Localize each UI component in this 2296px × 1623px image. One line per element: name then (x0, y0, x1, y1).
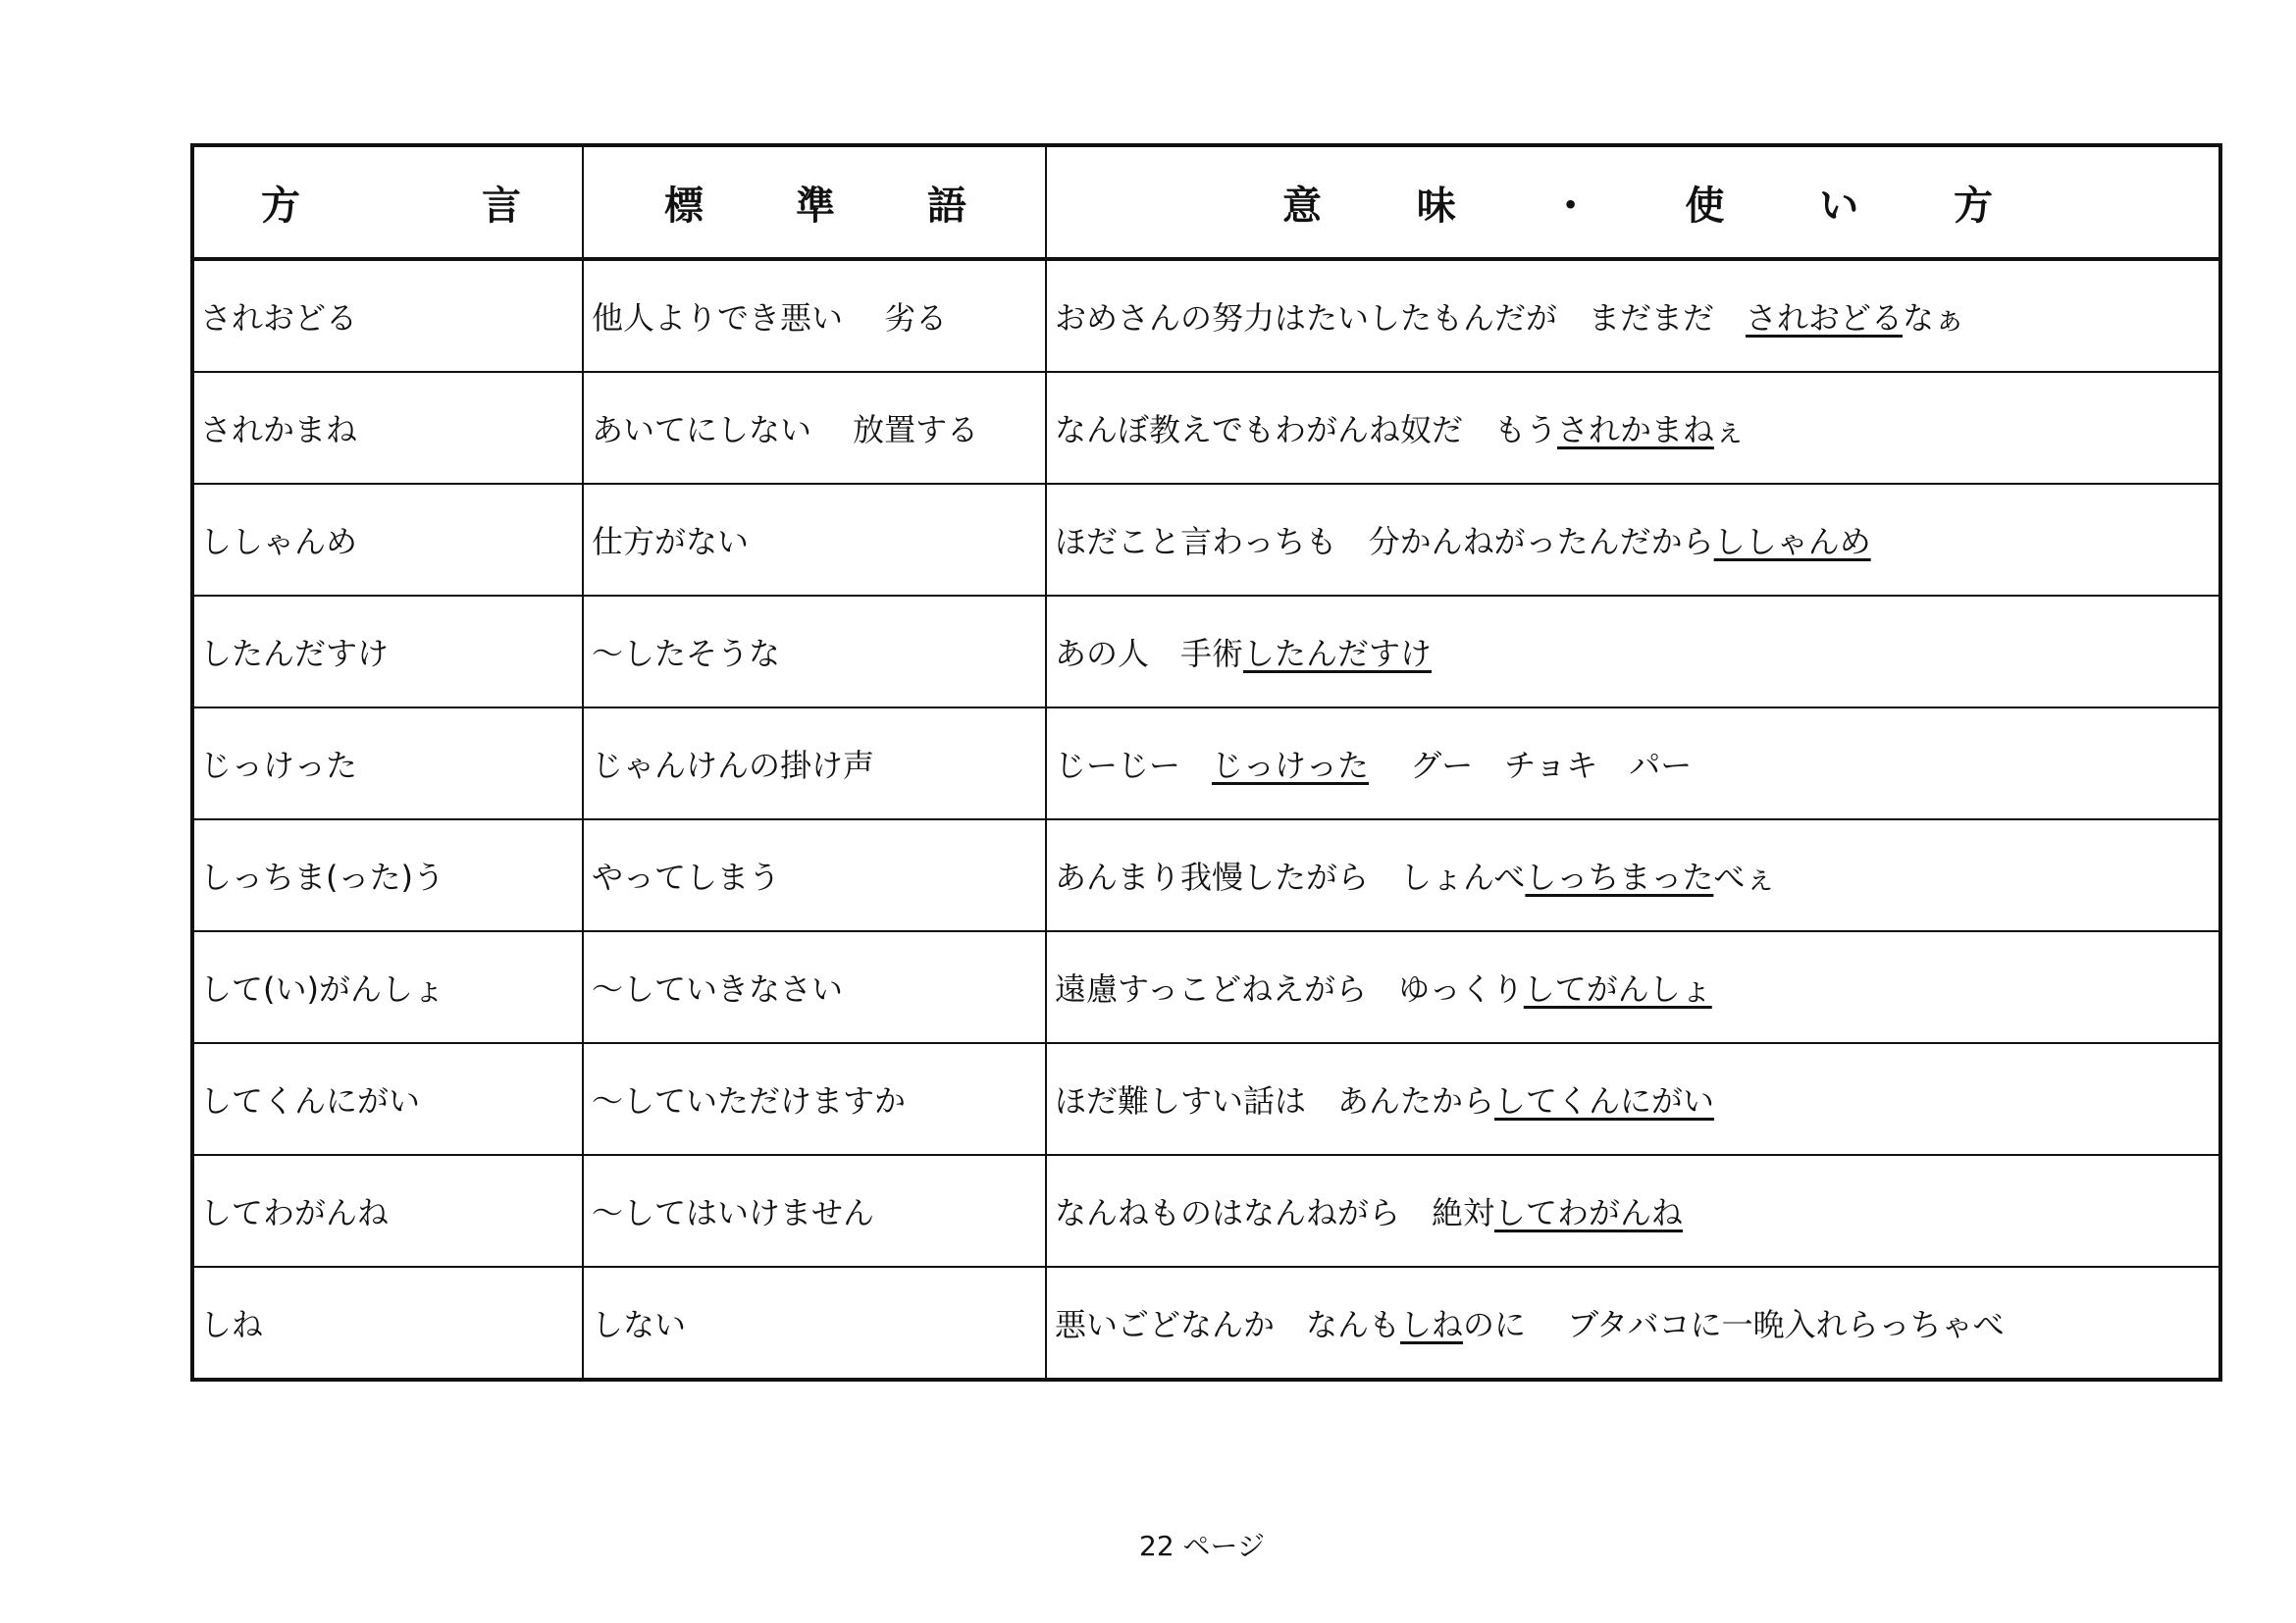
usage-cell (1046, 931, 2220, 1043)
dialect-cell (192, 1155, 583, 1267)
header-meaning-char: 味 (1416, 183, 1456, 229)
standard-word: あいてにしない 放置する (592, 411, 979, 448)
standard-cell (583, 259, 1046, 372)
usage-highlight: してがんしょ (1523, 970, 1712, 1008)
dialect-cell (192, 596, 583, 707)
standard-word: ～してはいけません (592, 1194, 875, 1231)
dialect-cell (192, 372, 583, 484)
usage-text: べぇ (1713, 859, 1777, 896)
usage-sentence (1047, 1300, 2218, 1345)
table-row (192, 819, 2220, 931)
dialect-cell (192, 484, 583, 596)
table-row (192, 1267, 2220, 1380)
usage-text: 悪いごどなんか なんも (1055, 1306, 1401, 1343)
table-row (192, 707, 2220, 819)
usage-sentence (1047, 853, 2218, 898)
standard-cell (583, 931, 1046, 1043)
standard-word: ～したそうな (592, 635, 781, 672)
usage-sentence (1047, 517, 2218, 562)
usage-text: ほだこと言わっちも 分かんねがったんだから (1055, 523, 1714, 560)
table-row (192, 259, 2220, 372)
table-header-row (192, 145, 2220, 259)
usage-highlight: しね (1400, 1306, 1464, 1343)
standard-word: じゃんけんの掛け声 (592, 747, 875, 784)
dialect-word: して(い)がんしょ (200, 970, 444, 1008)
header-meaning-char: 意 (1282, 183, 1322, 229)
dialect-cell (192, 931, 583, 1043)
dialect-cell (192, 819, 583, 931)
table-row (192, 1043, 2220, 1155)
usage-sentence (1047, 629, 2218, 674)
dialect-word: しっちま(った)う (200, 859, 444, 896)
dialect-cell (192, 1267, 583, 1380)
usage-cell (1046, 596, 2220, 707)
dialect-cell (192, 259, 583, 372)
dialect-word: したんだすけ (200, 635, 390, 672)
usage-text: なんねものはなんねがら 絶対 (1055, 1194, 1495, 1231)
table-row (192, 931, 2220, 1043)
standard-cell (583, 819, 1046, 931)
usage-sentence (1047, 965, 2218, 1010)
usage-highlight: ししゃんめ (1713, 523, 1871, 560)
usage-highlight: してわがんね (1494, 1194, 1684, 1231)
table-row (192, 1155, 2220, 1267)
page-number: 22 ページ (1139, 1530, 1265, 1562)
standard-word: 仕方がない (592, 523, 750, 560)
usage-sentence (1047, 405, 2218, 450)
standard-cell (583, 1043, 1046, 1155)
usage-text: あの人 手術 (1055, 635, 1244, 672)
usage-highlight: したんだすけ (1243, 635, 1433, 672)
dialect-word: されかまね (200, 411, 358, 448)
usage-cell (1046, 1267, 2220, 1380)
usage-text: あんまり我慢したがら しょんべ (1055, 859, 1526, 896)
usage-cell (1046, 484, 2220, 596)
usage-highlight: しっちまった (1525, 859, 1714, 896)
usage-cell (1046, 372, 2220, 484)
usage-highlight: されかまね (1557, 411, 1715, 448)
header-standard-char: 準 (796, 183, 835, 229)
standard-word: やってしまう (592, 859, 781, 896)
usage-sentence (1047, 1188, 2218, 1233)
standard-cell (583, 707, 1046, 819)
standard-cell (583, 1155, 1046, 1267)
dialect-word: してわがんね (200, 1194, 390, 1231)
usage-cell (1046, 259, 2220, 372)
header-meaning-char: 使 (1685, 183, 1725, 229)
table-row (192, 596, 2220, 707)
header-meaning-char: い (1819, 183, 1859, 229)
dialect-table (190, 143, 2222, 1382)
standard-cell (583, 372, 1046, 484)
standard-word: 他人よりでき悪い 劣る (592, 299, 948, 337)
usage-sentence (1047, 741, 2218, 786)
standard-cell (583, 484, 1046, 596)
usage-text: なぁ (1903, 299, 1966, 337)
header-standard-char: 語 (927, 183, 966, 229)
usage-text: じーじー (1055, 747, 1213, 784)
usage-text: 遠慮すっこどねえがら ゆっくり (1055, 970, 1524, 1008)
header-dialect-char: 言 (482, 183, 521, 229)
dialect-word: ししゃんめ (200, 523, 358, 560)
usage-highlight: してくんにがい (1494, 1082, 1715, 1120)
standard-word: しない (592, 1306, 687, 1343)
header-dialect-char: 方 (261, 183, 300, 229)
usage-highlight: じっけった (1212, 747, 1370, 784)
usage-cell (1046, 1155, 2220, 1267)
usage-cell (1046, 819, 2220, 931)
usage-text: のに ブタバコに一晩入れらっちゃべ (1463, 1306, 2005, 1343)
header-meaning-char: ・ (1550, 183, 1591, 229)
table-row (192, 484, 2220, 596)
usage-text: ぇ (1714, 411, 1747, 448)
standard-word: ～していきなさい (592, 970, 844, 1008)
usage-highlight: されおどる (1746, 299, 1904, 337)
standard-cell (583, 1267, 1046, 1380)
table-row (192, 372, 2220, 484)
usage-text: ほだ難しすい話は あんたから (1055, 1082, 1495, 1120)
dialect-cell (192, 1043, 583, 1155)
dialect-word: じっけった (200, 747, 358, 784)
header-meaning-char: 方 (1953, 183, 1993, 229)
usage-text: おめさんの努力はたいしたもんだが まだまだ (1055, 299, 1747, 337)
header-meaning (1046, 145, 2220, 259)
dialect-word: してくんにがい (200, 1082, 421, 1120)
usage-cell (1046, 707, 2220, 819)
header-standard-char: 標 (664, 183, 704, 229)
usage-text: なんぼ教えでもわがんね奴だ もう (1055, 411, 1558, 448)
standard-word: ～していただけますか (592, 1082, 907, 1120)
header-standard (583, 145, 1046, 259)
header-dialect (192, 145, 583, 259)
usage-sentence (1047, 293, 2218, 339)
dialect-word: しね (200, 1306, 264, 1343)
standard-cell (583, 596, 1046, 707)
dialect-word: されおどる (200, 299, 358, 337)
usage-text: グー チョキ パー (1369, 747, 1693, 784)
usage-cell (1046, 1043, 2220, 1155)
dialect-cell (192, 707, 583, 819)
usage-sentence (1047, 1076, 2218, 1122)
